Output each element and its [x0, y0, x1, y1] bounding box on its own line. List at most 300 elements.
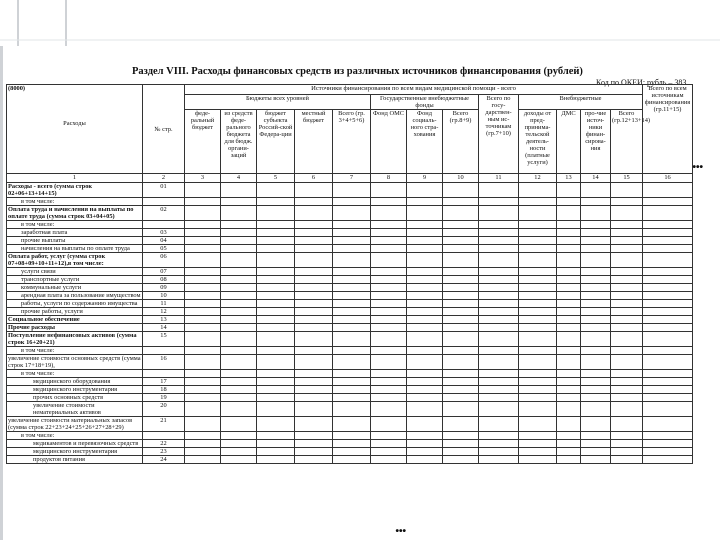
- value-cell[interactable]: [257, 402, 295, 417]
- value-cell[interactable]: [443, 268, 479, 276]
- value-cell[interactable]: [221, 253, 257, 268]
- value-cell[interactable]: [581, 245, 611, 253]
- value-cell[interactable]: [479, 324, 519, 332]
- value-cell[interactable]: [295, 221, 333, 229]
- value-cell[interactable]: [333, 221, 371, 229]
- value-cell[interactable]: [407, 378, 443, 386]
- value-cell[interactable]: [295, 355, 333, 370]
- value-cell[interactable]: [479, 448, 519, 456]
- value-cell[interactable]: [611, 432, 643, 440]
- value-cell[interactable]: [479, 394, 519, 402]
- value-cell[interactable]: [295, 324, 333, 332]
- value-cell[interactable]: [295, 378, 333, 386]
- value-cell[interactable]: [557, 347, 581, 355]
- value-cell[interactable]: [371, 308, 407, 316]
- value-cell[interactable]: [643, 440, 693, 448]
- value-cell[interactable]: [581, 324, 611, 332]
- value-cell[interactable]: [221, 456, 257, 464]
- value-cell[interactable]: [295, 276, 333, 284]
- value-cell[interactable]: [257, 378, 295, 386]
- value-cell[interactable]: [221, 370, 257, 378]
- value-cell[interactable]: [333, 300, 371, 308]
- value-cell[interactable]: [407, 253, 443, 268]
- value-cell[interactable]: [295, 402, 333, 417]
- value-cell[interactable]: [185, 394, 221, 402]
- value-cell[interactable]: [479, 347, 519, 355]
- value-cell[interactable]: [581, 284, 611, 292]
- value-cell[interactable]: [479, 440, 519, 448]
- value-cell[interactable]: [519, 198, 557, 206]
- value-cell[interactable]: [643, 432, 693, 440]
- value-cell[interactable]: [519, 316, 557, 324]
- value-cell[interactable]: [185, 198, 221, 206]
- value-cell[interactable]: [185, 332, 221, 347]
- value-cell[interactable]: [519, 268, 557, 276]
- value-cell[interactable]: [611, 198, 643, 206]
- value-cell[interactable]: [407, 206, 443, 221]
- value-cell[interactable]: [371, 316, 407, 324]
- value-cell[interactable]: [557, 448, 581, 456]
- value-cell[interactable]: [333, 183, 371, 198]
- value-cell[interactable]: [407, 245, 443, 253]
- value-cell[interactable]: [581, 221, 611, 229]
- value-cell[interactable]: [443, 237, 479, 245]
- value-cell[interactable]: [371, 355, 407, 370]
- value-cell[interactable]: [611, 332, 643, 347]
- value-cell[interactable]: [295, 417, 333, 432]
- value-cell[interactable]: [443, 221, 479, 229]
- value-cell[interactable]: [443, 394, 479, 402]
- value-cell[interactable]: [221, 378, 257, 386]
- value-cell[interactable]: [643, 284, 693, 292]
- value-cell[interactable]: [295, 370, 333, 378]
- value-cell[interactable]: [295, 206, 333, 221]
- value-cell[interactable]: [333, 229, 371, 237]
- value-cell[interactable]: [643, 448, 693, 456]
- value-cell[interactable]: [333, 206, 371, 221]
- value-cell[interactable]: [643, 378, 693, 386]
- value-cell[interactable]: [407, 355, 443, 370]
- value-cell[interactable]: [443, 432, 479, 440]
- value-cell[interactable]: [479, 432, 519, 440]
- value-cell[interactable]: [185, 268, 221, 276]
- value-cell[interactable]: [185, 229, 221, 237]
- value-cell[interactable]: [257, 394, 295, 402]
- value-cell[interactable]: [581, 316, 611, 324]
- value-cell[interactable]: [221, 206, 257, 221]
- value-cell[interactable]: [257, 440, 295, 448]
- value-cell[interactable]: [581, 308, 611, 316]
- value-cell[interactable]: [519, 432, 557, 440]
- value-cell[interactable]: [557, 237, 581, 245]
- value-cell[interactable]: [643, 221, 693, 229]
- value-cell[interactable]: [257, 206, 295, 221]
- value-cell[interactable]: [185, 432, 221, 440]
- value-cell[interactable]: [479, 245, 519, 253]
- value-cell[interactable]: [611, 292, 643, 300]
- value-cell[interactable]: [443, 253, 479, 268]
- value-cell[interactable]: [371, 332, 407, 347]
- value-cell[interactable]: [479, 355, 519, 370]
- value-cell[interactable]: [581, 448, 611, 456]
- value-cell[interactable]: [333, 316, 371, 324]
- value-cell[interactable]: [479, 386, 519, 394]
- value-cell[interactable]: [257, 253, 295, 268]
- value-cell[interactable]: [333, 370, 371, 378]
- value-cell[interactable]: [443, 300, 479, 308]
- value-cell[interactable]: [185, 347, 221, 355]
- value-cell[interactable]: [557, 245, 581, 253]
- value-cell[interactable]: [557, 456, 581, 464]
- value-cell[interactable]: [257, 316, 295, 324]
- value-cell[interactable]: [611, 402, 643, 417]
- value-cell[interactable]: [407, 284, 443, 292]
- value-cell[interactable]: [479, 206, 519, 221]
- value-cell[interactable]: [257, 386, 295, 394]
- value-cell[interactable]: [581, 332, 611, 347]
- value-cell[interactable]: [185, 448, 221, 456]
- value-cell[interactable]: [221, 386, 257, 394]
- value-cell[interactable]: [221, 229, 257, 237]
- value-cell[interactable]: [611, 245, 643, 253]
- value-cell[interactable]: [185, 324, 221, 332]
- value-cell[interactable]: [295, 448, 333, 456]
- value-cell[interactable]: [581, 276, 611, 284]
- value-cell[interactable]: [643, 198, 693, 206]
- value-cell[interactable]: [333, 245, 371, 253]
- value-cell[interactable]: [257, 355, 295, 370]
- value-cell[interactable]: [257, 417, 295, 432]
- value-cell[interactable]: [519, 229, 557, 237]
- value-cell[interactable]: [581, 417, 611, 432]
- value-cell[interactable]: [611, 229, 643, 237]
- value-cell[interactable]: [611, 394, 643, 402]
- value-cell[interactable]: [581, 440, 611, 448]
- value-cell[interactable]: [407, 308, 443, 316]
- value-cell[interactable]: [443, 347, 479, 355]
- value-cell[interactable]: [643, 229, 693, 237]
- value-cell[interactable]: [333, 268, 371, 276]
- value-cell[interactable]: [519, 448, 557, 456]
- value-cell[interactable]: [407, 394, 443, 402]
- value-cell[interactable]: [257, 432, 295, 440]
- value-cell[interactable]: [643, 245, 693, 253]
- value-cell[interactable]: [295, 292, 333, 300]
- value-cell[interactable]: [611, 448, 643, 456]
- value-cell[interactable]: [295, 229, 333, 237]
- value-cell[interactable]: [479, 276, 519, 284]
- value-cell[interactable]: [257, 229, 295, 237]
- value-cell[interactable]: [519, 221, 557, 229]
- value-cell[interactable]: [643, 316, 693, 324]
- value-cell[interactable]: [371, 432, 407, 440]
- value-cell[interactable]: [519, 394, 557, 402]
- value-cell[interactable]: [479, 221, 519, 229]
- value-cell[interactable]: [443, 386, 479, 394]
- value-cell[interactable]: [221, 221, 257, 229]
- value-cell[interactable]: [557, 206, 581, 221]
- value-cell[interactable]: [611, 324, 643, 332]
- value-cell[interactable]: [333, 432, 371, 440]
- value-cell[interactable]: [371, 268, 407, 276]
- value-cell[interactable]: [643, 386, 693, 394]
- value-cell[interactable]: [295, 183, 333, 198]
- value-cell[interactable]: [333, 253, 371, 268]
- value-cell[interactable]: [371, 183, 407, 198]
- value-cell[interactable]: [581, 402, 611, 417]
- value-cell[interactable]: [443, 284, 479, 292]
- value-cell[interactable]: [611, 221, 643, 229]
- value-cell[interactable]: [611, 417, 643, 432]
- value-cell[interactable]: [257, 448, 295, 456]
- value-cell[interactable]: [443, 245, 479, 253]
- value-cell[interactable]: [333, 440, 371, 448]
- value-cell[interactable]: [257, 284, 295, 292]
- value-cell[interactable]: [479, 253, 519, 268]
- value-cell[interactable]: [443, 448, 479, 456]
- value-cell[interactable]: [557, 417, 581, 432]
- value-cell[interactable]: [295, 308, 333, 316]
- value-cell[interactable]: [479, 417, 519, 432]
- value-cell[interactable]: [479, 300, 519, 308]
- value-cell[interactable]: [519, 206, 557, 221]
- value-cell[interactable]: [407, 198, 443, 206]
- value-cell[interactable]: [407, 332, 443, 347]
- value-cell[interactable]: [519, 183, 557, 198]
- value-cell[interactable]: [257, 456, 295, 464]
- value-cell[interactable]: [519, 378, 557, 386]
- value-cell[interactable]: [185, 355, 221, 370]
- value-cell[interactable]: [557, 183, 581, 198]
- value-cell[interactable]: [371, 245, 407, 253]
- value-cell[interactable]: [479, 308, 519, 316]
- value-cell[interactable]: [221, 268, 257, 276]
- value-cell[interactable]: [185, 370, 221, 378]
- value-cell[interactable]: [407, 432, 443, 440]
- value-cell[interactable]: [221, 276, 257, 284]
- value-cell[interactable]: [581, 183, 611, 198]
- value-cell[interactable]: [519, 237, 557, 245]
- value-cell[interactable]: [557, 198, 581, 206]
- value-cell[interactable]: [557, 324, 581, 332]
- value-cell[interactable]: [407, 448, 443, 456]
- value-cell[interactable]: [333, 347, 371, 355]
- value-cell[interactable]: [371, 237, 407, 245]
- value-cell[interactable]: [611, 440, 643, 448]
- value-cell[interactable]: [333, 332, 371, 347]
- value-cell[interactable]: [257, 221, 295, 229]
- value-cell[interactable]: [581, 347, 611, 355]
- value-cell[interactable]: [221, 402, 257, 417]
- value-cell[interactable]: [407, 417, 443, 432]
- value-cell[interactable]: [295, 440, 333, 448]
- value-cell[interactable]: [407, 276, 443, 284]
- value-cell[interactable]: [371, 284, 407, 292]
- value-cell[interactable]: [611, 253, 643, 268]
- value-cell[interactable]: [185, 456, 221, 464]
- value-cell[interactable]: [611, 456, 643, 464]
- value-cell[interactable]: [221, 394, 257, 402]
- value-cell[interactable]: [557, 316, 581, 324]
- value-cell[interactable]: [371, 448, 407, 456]
- value-cell[interactable]: [295, 253, 333, 268]
- value-cell[interactable]: [185, 386, 221, 394]
- value-cell[interactable]: [643, 253, 693, 268]
- value-cell[interactable]: [371, 221, 407, 229]
- value-cell[interactable]: [611, 378, 643, 386]
- value-cell[interactable]: [581, 394, 611, 402]
- value-cell[interactable]: [611, 308, 643, 316]
- value-cell[interactable]: [295, 394, 333, 402]
- value-cell[interactable]: [479, 292, 519, 300]
- value-cell[interactable]: [519, 245, 557, 253]
- value-cell[interactable]: [371, 292, 407, 300]
- value-cell[interactable]: [643, 402, 693, 417]
- value-cell[interactable]: [519, 402, 557, 417]
- value-cell[interactable]: [371, 440, 407, 448]
- value-cell[interactable]: [333, 448, 371, 456]
- value-cell[interactable]: [581, 292, 611, 300]
- value-cell[interactable]: [185, 292, 221, 300]
- value-cell[interactable]: [371, 386, 407, 394]
- value-cell[interactable]: [519, 253, 557, 268]
- value-cell[interactable]: [519, 276, 557, 284]
- value-cell[interactable]: [557, 292, 581, 300]
- value-cell[interactable]: [643, 332, 693, 347]
- value-cell[interactable]: [221, 355, 257, 370]
- value-cell[interactable]: [333, 378, 371, 386]
- value-cell[interactable]: [185, 284, 221, 292]
- value-cell[interactable]: [295, 198, 333, 206]
- value-cell[interactable]: [221, 308, 257, 316]
- value-cell[interactable]: [557, 229, 581, 237]
- value-cell[interactable]: [443, 417, 479, 432]
- value-cell[interactable]: [185, 316, 221, 324]
- value-cell[interactable]: [333, 402, 371, 417]
- value-cell[interactable]: [257, 308, 295, 316]
- value-cell[interactable]: [257, 268, 295, 276]
- value-cell[interactable]: [643, 300, 693, 308]
- value-cell[interactable]: [185, 378, 221, 386]
- value-cell[interactable]: [611, 284, 643, 292]
- value-cell[interactable]: [221, 440, 257, 448]
- value-cell[interactable]: [581, 300, 611, 308]
- value-cell[interactable]: [295, 268, 333, 276]
- value-cell[interactable]: [221, 324, 257, 332]
- value-cell[interactable]: [519, 332, 557, 347]
- value-cell[interactable]: [557, 432, 581, 440]
- value-cell[interactable]: [643, 268, 693, 276]
- value-cell[interactable]: [581, 268, 611, 276]
- value-cell[interactable]: [581, 237, 611, 245]
- value-cell[interactable]: [519, 308, 557, 316]
- value-cell[interactable]: [407, 292, 443, 300]
- value-cell[interactable]: [333, 198, 371, 206]
- value-cell[interactable]: [479, 183, 519, 198]
- value-cell[interactable]: [443, 378, 479, 386]
- value-cell[interactable]: [519, 456, 557, 464]
- value-cell[interactable]: [371, 300, 407, 308]
- value-cell[interactable]: [557, 370, 581, 378]
- value-cell[interactable]: [643, 417, 693, 432]
- value-cell[interactable]: [611, 268, 643, 276]
- value-cell[interactable]: [295, 245, 333, 253]
- value-cell[interactable]: [371, 456, 407, 464]
- value-cell[interactable]: [581, 229, 611, 237]
- value-cell[interactable]: [333, 292, 371, 300]
- value-cell[interactable]: [221, 347, 257, 355]
- value-cell[interactable]: [557, 221, 581, 229]
- value-cell[interactable]: [221, 198, 257, 206]
- value-cell[interactable]: [407, 300, 443, 308]
- value-cell[interactable]: [643, 394, 693, 402]
- value-cell[interactable]: [257, 347, 295, 355]
- value-cell[interactable]: [519, 355, 557, 370]
- value-cell[interactable]: [557, 378, 581, 386]
- value-cell[interactable]: [371, 229, 407, 237]
- value-cell[interactable]: [443, 229, 479, 237]
- value-cell[interactable]: [557, 394, 581, 402]
- value-cell[interactable]: [519, 347, 557, 355]
- value-cell[interactable]: [333, 308, 371, 316]
- value-cell[interactable]: [257, 324, 295, 332]
- value-cell[interactable]: [185, 206, 221, 221]
- value-cell[interactable]: [479, 237, 519, 245]
- value-cell[interactable]: [371, 417, 407, 432]
- value-cell[interactable]: [611, 300, 643, 308]
- value-cell[interactable]: [643, 324, 693, 332]
- value-cell[interactable]: [333, 284, 371, 292]
- value-cell[interactable]: [257, 198, 295, 206]
- value-cell[interactable]: [557, 253, 581, 268]
- value-cell[interactable]: [407, 456, 443, 464]
- value-cell[interactable]: [333, 276, 371, 284]
- value-cell[interactable]: [643, 456, 693, 464]
- value-cell[interactable]: [519, 386, 557, 394]
- value-cell[interactable]: [581, 355, 611, 370]
- value-cell[interactable]: [611, 206, 643, 221]
- value-cell[interactable]: [557, 386, 581, 394]
- value-cell[interactable]: [643, 206, 693, 221]
- value-cell[interactable]: [295, 432, 333, 440]
- value-cell[interactable]: [581, 253, 611, 268]
- value-cell[interactable]: [407, 324, 443, 332]
- value-cell[interactable]: [257, 276, 295, 284]
- value-cell[interactable]: [557, 308, 581, 316]
- value-cell[interactable]: [479, 316, 519, 324]
- value-cell[interactable]: [581, 456, 611, 464]
- value-cell[interactable]: [221, 448, 257, 456]
- value-cell[interactable]: [295, 386, 333, 394]
- value-cell[interactable]: [407, 440, 443, 448]
- value-cell[interactable]: [185, 417, 221, 432]
- value-cell[interactable]: [333, 237, 371, 245]
- value-cell[interactable]: [519, 370, 557, 378]
- value-cell[interactable]: [557, 355, 581, 370]
- value-cell[interactable]: [479, 229, 519, 237]
- value-cell[interactable]: [333, 394, 371, 402]
- value-cell[interactable]: [479, 332, 519, 347]
- value-cell[interactable]: [185, 300, 221, 308]
- value-cell[interactable]: [185, 237, 221, 245]
- value-cell[interactable]: [185, 183, 221, 198]
- value-cell[interactable]: [185, 440, 221, 448]
- value-cell[interactable]: [185, 402, 221, 417]
- value-cell[interactable]: [479, 370, 519, 378]
- value-cell[interactable]: [643, 347, 693, 355]
- value-cell[interactable]: [443, 206, 479, 221]
- value-cell[interactable]: [581, 370, 611, 378]
